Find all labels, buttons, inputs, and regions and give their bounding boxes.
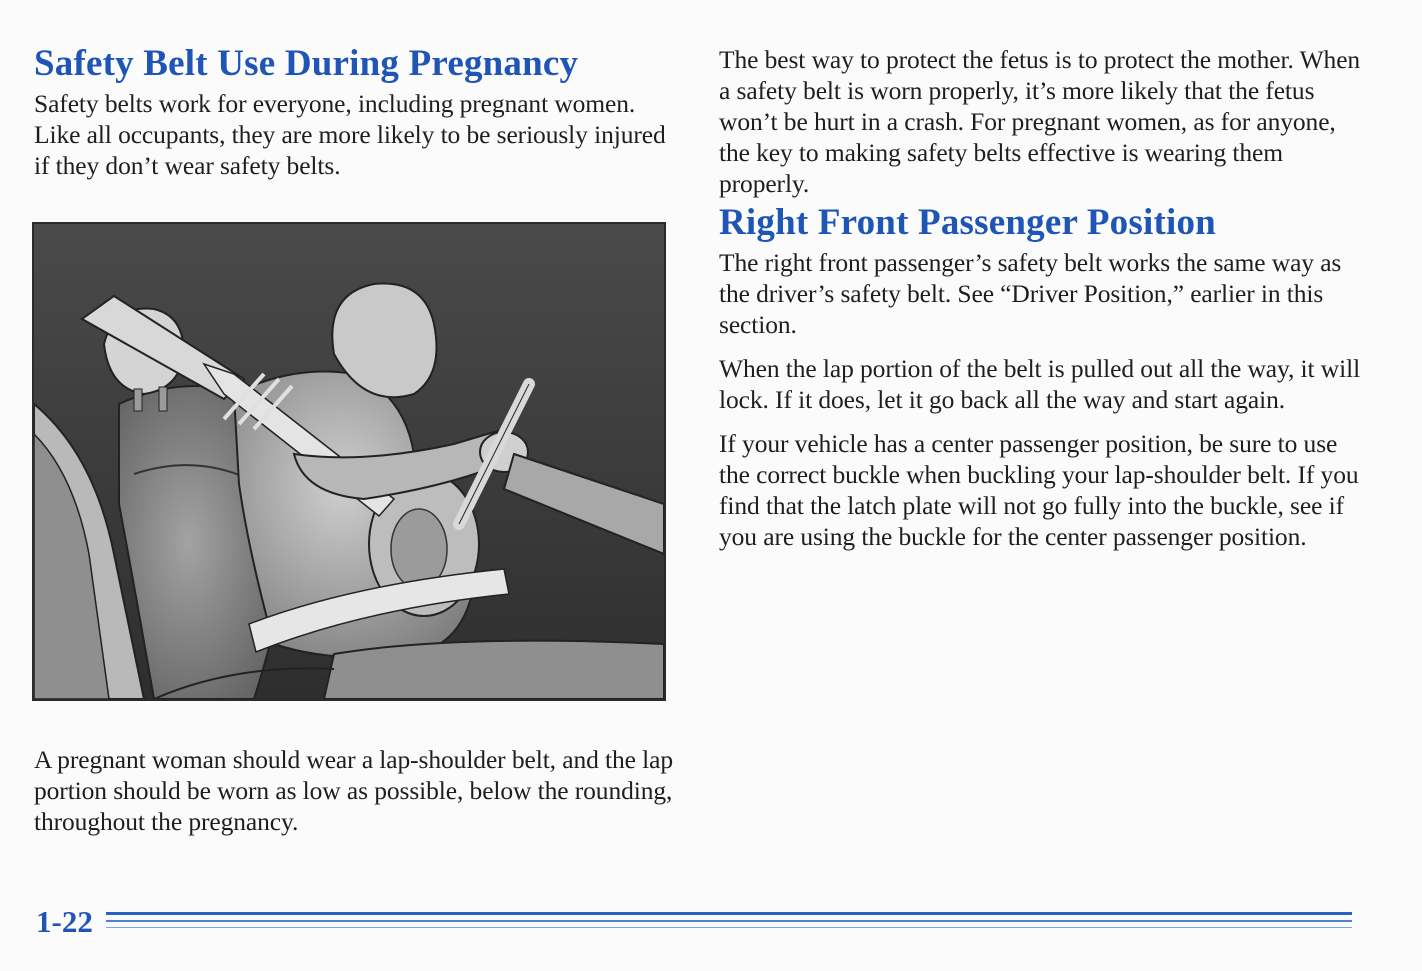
page-number: 1-22: [36, 904, 93, 939]
pregnancy-intro-paragraph: Safety belts work for everyone, including pregnant women. Like all occupants, they are more likely to be seriously injured if they don’t wear safety belts.: [34, 89, 666, 180]
right-column: [719, 44, 1369, 552]
illustration-caption: A pregnant woman should wear a lap-shoulder belt, and the lap portion should be worn as low as possible, below the rounding, throughout the pregnancy.: [34, 745, 674, 836]
left-column: [34, 40, 674, 181]
center-buckle-paragraph: If your vehicle has a center passenger position, be sure to use the correct buckle when buckling your lap-shoulder belt. If you find that the latch plate will not go fully into the buckle, see if you are using the buckle for the center passenger position.: [719, 429, 1359, 551]
lap-belt-lock-paragraph: When the lap portion of the belt is pulled out all the way, it will lock. If it does, let it go back all the way and start again.: [719, 354, 1361, 414]
right-front-passenger-heading: Right Front Passenger Position: [719, 202, 1216, 243]
passenger-belt-paragraph: The right front passenger’s safety belt works the same way as the driver’s safety belt. See “Driver Position,” earlier in this section.: [719, 248, 1342, 339]
footer-rule: [106, 912, 1352, 932]
illustration-caption-block: [34, 744, 674, 837]
pregnant-driver-illustration: [32, 222, 666, 701]
pregnant-driver-with-safety-belt-illustration-icon: [34, 224, 664, 699]
protect-fetus-paragraph: The best way to protect the fetus is to protect the mother. When a safety belt is worn properly, it’s more likely that the fetus won’t be hurt in a crash. For pregnant women, as for anyone, the key to making safety belts effective is wearing them properly.: [719, 45, 1361, 198]
pregnancy-heading: Safety Belt Use During Pregnancy: [34, 43, 579, 84]
